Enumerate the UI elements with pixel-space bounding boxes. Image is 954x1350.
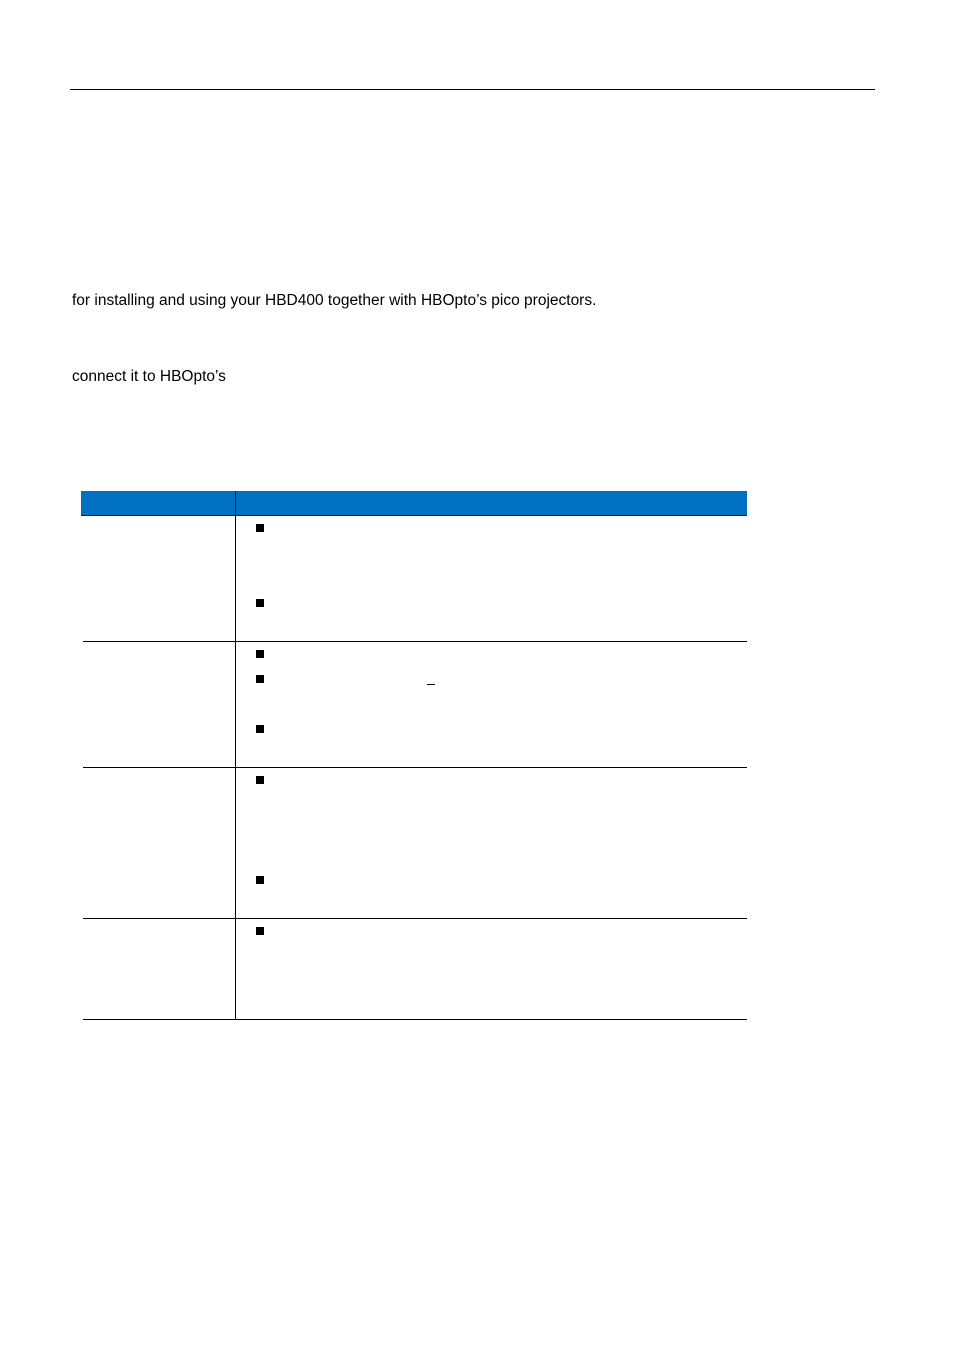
black-square-bullet-icon: [256, 675, 264, 683]
table-header: [81, 491, 747, 516]
black-square-bullet-icon: [256, 524, 264, 532]
header-divider: [235, 491, 236, 515]
feature-table: [81, 491, 747, 1020]
intro-paragraph: for installing and using your HBD400 together with HBOpto’s pico projectors.: [72, 292, 597, 309]
table-row: [83, 642, 747, 768]
table-row: [83, 919, 747, 1020]
black-square-bullet-icon: [256, 599, 264, 607]
connect-paragraph: connect it to HBOpto’s: [72, 368, 226, 385]
column-divider: [235, 768, 236, 918]
dash-mark: [427, 684, 435, 685]
black-square-bullet-icon: [256, 927, 264, 935]
column-divider: [235, 642, 236, 767]
header-rule: [70, 89, 875, 90]
column-divider: [235, 516, 236, 641]
black-square-bullet-icon: [256, 776, 264, 784]
table-row: [83, 516, 747, 642]
table-row: [83, 768, 747, 919]
black-square-bullet-icon: [256, 725, 264, 733]
column-divider: [235, 919, 236, 1019]
black-square-bullet-icon: [256, 876, 264, 884]
black-square-bullet-icon: [256, 650, 264, 658]
